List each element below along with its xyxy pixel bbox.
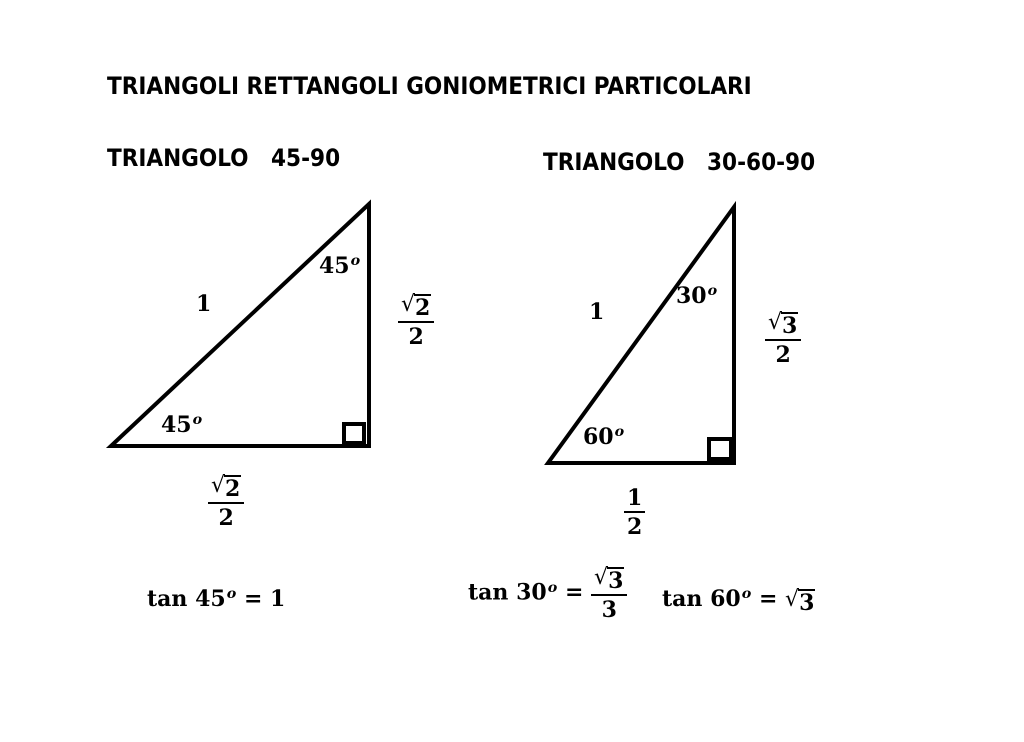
vertical-side-label-45: √ 2 2 — [398, 293, 434, 348]
heading-triangle-45-90: TRIANGOLO 45-90 — [107, 144, 341, 172]
formula-tan-60: tan 60$^o$ = √ 3 — [662, 586, 815, 616]
angle-top-label-30-60: 30$^o$ — [676, 283, 718, 309]
hypotenuse-label-45: 1 — [196, 291, 212, 317]
formula-tan-45: tan 45$^o$ = 1 — [147, 586, 286, 612]
page-title: TRIANGOLI RETTANGOLI GONIOMETRICI PARTICOLARI — [107, 72, 752, 100]
formula-tan-30: tan 30$^o$ = √ 3 3 — [468, 566, 627, 621]
vertical-side-label-30-60: √ 3 2 — [765, 311, 801, 366]
triangle-45-90-shape — [111, 204, 369, 446]
heading-triangle-30-60-90: TRIANGOLO 30-60-90 — [543, 148, 816, 176]
right-angle-marker-30-60 — [709, 439, 731, 459]
horizontal-side-label-30-60: $\frac{1}{2}$ — [624, 487, 645, 538]
angle-bottom-label-45: 45$^o$ — [161, 412, 203, 438]
hypotenuse-label-30-60: 1 — [589, 299, 605, 325]
angle-bottom-label-60: 60$^o$ — [583, 424, 625, 450]
angle-top-label-45: 45$^o$ — [319, 253, 361, 279]
right-angle-marker-45 — [344, 424, 364, 443]
triangle-30-60-90-shape — [548, 207, 734, 463]
horizontal-side-label-45: √ 2 2 — [208, 474, 244, 529]
